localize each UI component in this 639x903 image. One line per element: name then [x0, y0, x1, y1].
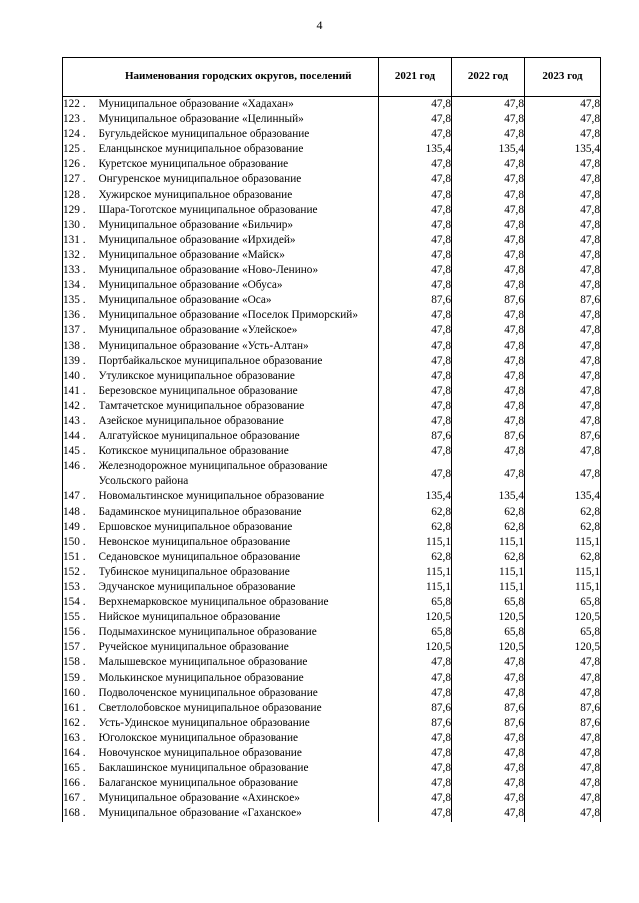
row-number: 160 . — [63, 686, 99, 701]
row-number: 135 . — [63, 293, 99, 308]
row-number: 164 . — [63, 746, 99, 761]
table-row — [63, 671, 601, 686]
value-2022: 47,8 — [452, 339, 525, 354]
row-number: 132 . — [63, 248, 99, 263]
value-2021: 47,8 — [379, 218, 452, 233]
row-number: 166 . — [63, 776, 99, 791]
row-name: Балаганское муниципальное образование — [98, 777, 299, 790]
value-2022: 115,1 — [452, 580, 525, 595]
table-row — [63, 339, 601, 354]
table-row — [63, 248, 601, 263]
table-row — [63, 399, 601, 414]
value-2022: 47,8 — [452, 218, 525, 233]
value-2021: 47,8 — [379, 263, 452, 278]
table-row — [63, 701, 601, 716]
value-2022: 120,5 — [452, 640, 525, 655]
value-2022: 47,8 — [452, 731, 525, 746]
row-name: Молькинское муниципальное образование — [98, 671, 304, 684]
value-2023: 120,5 — [525, 610, 601, 625]
value-2022: 87,6 — [452, 293, 525, 308]
row-number: 151 . — [63, 550, 99, 565]
row-number: 139 . — [63, 354, 99, 369]
value-2023: 47,8 — [525, 746, 601, 761]
value-2021: 87,6 — [379, 429, 452, 444]
value-2023: 47,8 — [525, 248, 601, 263]
table-row — [63, 459, 601, 489]
table-row — [63, 535, 601, 550]
row-name: Бугульдейское муниципальное образование — [98, 128, 310, 141]
value-2021: 65,8 — [379, 625, 452, 640]
table-row — [63, 112, 601, 127]
value-2023: 47,8 — [525, 761, 601, 776]
row-number: 143 . — [63, 414, 99, 429]
value-2023: 135,4 — [525, 142, 601, 157]
value-2022: 47,8 — [452, 157, 525, 172]
value-2023: 65,8 — [525, 625, 601, 640]
value-2021: 120,5 — [379, 610, 452, 625]
value-2021: 135,4 — [379, 489, 452, 504]
row-number: 136 . — [63, 308, 99, 323]
value-2022: 47,8 — [452, 127, 525, 142]
table-row — [63, 323, 601, 338]
value-2021: 47,8 — [379, 459, 452, 489]
value-2022: 47,8 — [452, 233, 525, 248]
value-2023: 47,8 — [525, 263, 601, 278]
row-number: 154 . — [63, 595, 99, 610]
row-name: Азейское муниципальное образование — [98, 414, 284, 427]
value-2022: 47,8 — [452, 278, 525, 293]
value-2022: 47,8 — [452, 369, 525, 384]
value-2023: 47,8 — [525, 731, 601, 746]
value-2022: 135,4 — [452, 489, 525, 504]
table-row — [63, 716, 601, 731]
row-name: Муниципальное образование «Майск» — [98, 248, 285, 261]
value-2023: 47,8 — [525, 444, 601, 459]
value-2023: 115,1 — [525, 580, 601, 595]
value-2021: 62,8 — [379, 520, 452, 535]
value-2022: 120,5 — [452, 610, 525, 625]
value-2023: 47,8 — [525, 776, 601, 791]
value-2023: 115,1 — [525, 565, 601, 580]
value-2023: 87,6 — [525, 293, 601, 308]
row-number: 144 . — [63, 429, 99, 444]
table-row — [63, 565, 601, 580]
row-name: Подымахинское муниципальное образование — [98, 626, 317, 639]
value-2021: 47,8 — [379, 746, 452, 761]
value-2021: 47,8 — [379, 671, 452, 686]
value-2022: 47,8 — [452, 354, 525, 369]
header-2021: 2021 год — [379, 58, 452, 97]
table-row — [63, 444, 601, 459]
value-2021: 87,6 — [379, 701, 452, 716]
row-number: 168 . — [63, 806, 99, 821]
value-2021: 47,8 — [379, 248, 452, 263]
value-2021: 87,6 — [379, 716, 452, 731]
value-2023: 47,8 — [525, 203, 601, 218]
row-name: Верхнемарковское муниципальное образование — [98, 596, 329, 609]
table-row — [63, 550, 601, 565]
value-2022: 47,8 — [452, 112, 525, 127]
row-name: Хужирское муниципальное образование — [98, 188, 293, 201]
value-2022: 47,8 — [452, 686, 525, 701]
value-2021: 47,8 — [379, 369, 452, 384]
header-number-cell — [63, 58, 99, 97]
table-row — [63, 263, 601, 278]
value-2021: 65,8 — [379, 595, 452, 610]
value-2022: 47,8 — [452, 323, 525, 338]
row-number: 167 . — [63, 791, 99, 806]
value-2021: 47,8 — [379, 278, 452, 293]
row-number: 128 . — [63, 188, 99, 203]
value-2022: 47,8 — [452, 248, 525, 263]
row-number: 142 . — [63, 399, 99, 414]
header-2022: 2022 год — [452, 58, 525, 97]
row-name: Бадаминское муниципальное образование — [98, 505, 302, 518]
row-name: Муниципальное образование «Обуса» — [98, 279, 283, 292]
value-2023: 47,8 — [525, 323, 601, 338]
row-name: Муниципальное образование «Усть-Алтан» — [98, 339, 309, 352]
value-2021: 47,8 — [379, 384, 452, 399]
row-name: Портбайкальское муниципальное образование — [98, 354, 323, 367]
value-2023: 87,6 — [525, 429, 601, 444]
row-number: 125 . — [63, 142, 99, 157]
value-2022: 62,8 — [452, 550, 525, 565]
value-2022: 65,8 — [452, 625, 525, 640]
header-name: Наименования городских округов, поселений — [99, 58, 379, 97]
row-name: Муниципальное образование «Ирхидей» — [98, 233, 296, 246]
value-2021: 47,8 — [379, 444, 452, 459]
table-row — [63, 776, 601, 791]
table-row — [63, 791, 601, 806]
row-number: 163 . — [63, 731, 99, 746]
page-number: 4 — [316, 18, 323, 32]
row-name: Ручейское муниципальное образование — [98, 641, 289, 654]
value-2021: 115,1 — [379, 580, 452, 595]
row-name: Муниципальное образование «Целинный» — [98, 113, 304, 126]
row-name: Алгатуйское муниципальное образование — [98, 430, 300, 443]
row-name: Муниципальное образование «Ново-Ленино» — [98, 264, 319, 277]
value-2021: 47,8 — [379, 97, 452, 113]
row-number: 148 . — [63, 505, 99, 520]
value-2021: 47,8 — [379, 308, 452, 323]
row-number: 146 . — [63, 459, 99, 489]
row-name: Муниципальное образование «Бильчир» — [98, 218, 294, 231]
row-name: Нийское муниципальное образование — [98, 611, 281, 624]
table-row — [63, 278, 601, 293]
value-2023: 47,8 — [525, 339, 601, 354]
row-number: 161 . — [63, 701, 99, 716]
table-row — [63, 142, 601, 157]
table-row — [63, 218, 601, 233]
table-row — [63, 233, 601, 248]
row-name: Усть-Удинское муниципальное образование — [98, 716, 310, 729]
table-row — [63, 293, 601, 308]
value-2022: 47,8 — [452, 399, 525, 414]
value-2023: 47,8 — [525, 112, 601, 127]
row-number: 155 . — [63, 610, 99, 625]
value-2021: 47,8 — [379, 354, 452, 369]
value-2022: 62,8 — [452, 505, 525, 520]
table-row — [63, 414, 601, 429]
row-name: Куретское муниципальное образование — [98, 158, 289, 171]
row-name: Юголокское муниципальное образование — [98, 731, 299, 744]
row-name: Онгуренское муниципальное образование — [98, 173, 302, 186]
header-2023: 2023 год — [525, 58, 601, 97]
value-2023: 47,8 — [525, 791, 601, 806]
row-name: Железнодорожное муниципальное образование Усольского района — [98, 460, 328, 488]
value-2022: 47,8 — [452, 97, 525, 113]
value-2023: 47,8 — [525, 671, 601, 686]
value-2023: 47,8 — [525, 384, 601, 399]
row-name: Шара-Тоготское муниципальное образование — [98, 203, 318, 216]
value-2023: 47,8 — [525, 308, 601, 323]
row-name: Баклашинское муниципальное образование — [98, 762, 309, 775]
value-2021: 47,8 — [379, 172, 452, 187]
row-number: 158 . — [63, 655, 99, 670]
row-name: Муниципальное образование «Ахинское» — [98, 792, 300, 805]
row-name: Невонское муниципальное образование — [98, 535, 291, 548]
value-2022: 47,8 — [452, 671, 525, 686]
value-2021: 47,8 — [379, 414, 452, 429]
row-number: 131 . — [63, 233, 99, 248]
value-2023: 47,8 — [525, 127, 601, 142]
row-number: 137 . — [63, 323, 99, 338]
row-number: 129 . — [63, 203, 99, 218]
row-number: 165 . — [63, 761, 99, 776]
table-row — [63, 731, 601, 746]
value-2023: 65,8 — [525, 595, 601, 610]
value-2021: 47,8 — [379, 127, 452, 142]
value-2022: 115,1 — [452, 535, 525, 550]
value-2022: 47,8 — [452, 746, 525, 761]
row-name: Тамтачетское муниципальное образование — [98, 399, 305, 412]
row-name: Новочунское муниципальное образование — [98, 747, 302, 760]
value-2022: 47,8 — [452, 263, 525, 278]
value-2021: 47,8 — [379, 188, 452, 203]
value-2023: 47,8 — [525, 97, 601, 113]
value-2022: 47,8 — [452, 203, 525, 218]
value-2021: 47,8 — [379, 157, 452, 172]
row-number: 126 . — [63, 157, 99, 172]
value-2022: 47,8 — [452, 188, 525, 203]
value-2023: 47,8 — [525, 414, 601, 429]
value-2021: 47,8 — [379, 776, 452, 791]
value-2023: 47,8 — [525, 278, 601, 293]
table-row — [63, 308, 601, 323]
row-number: 149 . — [63, 520, 99, 535]
row-name: Светлолобовское муниципальное образование — [98, 701, 322, 714]
value-2022: 47,8 — [452, 806, 525, 821]
value-2023: 87,6 — [525, 701, 601, 716]
value-2023: 47,8 — [525, 686, 601, 701]
value-2023: 47,8 — [525, 157, 601, 172]
value-2021: 47,8 — [379, 806, 452, 821]
row-number: 122 . — [63, 97, 99, 113]
value-2022: 47,8 — [452, 655, 525, 670]
row-number: 153 . — [63, 580, 99, 595]
value-2023: 62,8 — [525, 550, 601, 565]
table-row — [63, 127, 601, 142]
value-2023: 135,4 — [525, 489, 601, 504]
row-number: 138 . — [63, 339, 99, 354]
value-2021: 47,8 — [379, 233, 452, 248]
table-row — [63, 384, 601, 399]
row-name: Котикское муниципальное образование — [98, 445, 289, 458]
table-row — [63, 369, 601, 384]
table-row — [63, 172, 601, 187]
value-2022: 47,8 — [452, 791, 525, 806]
value-2022: 47,8 — [452, 444, 525, 459]
value-2021: 47,8 — [379, 203, 452, 218]
allocation-table — [62, 57, 601, 822]
value-2021: 62,8 — [379, 550, 452, 565]
row-number: 147 . — [63, 489, 99, 504]
value-2023: 47,8 — [525, 218, 601, 233]
value-2022: 87,6 — [452, 716, 525, 731]
table-row — [63, 806, 601, 821]
row-name: Новомальтинское муниципальное образование — [98, 490, 325, 503]
table-row — [63, 655, 601, 670]
value-2023: 47,8 — [525, 369, 601, 384]
table-row — [63, 761, 601, 776]
value-2023: 47,8 — [525, 233, 601, 248]
value-2021: 47,8 — [379, 339, 452, 354]
value-2021: 47,8 — [379, 323, 452, 338]
table-row — [63, 489, 601, 504]
value-2021: 115,1 — [379, 535, 452, 550]
table-row — [63, 188, 601, 203]
value-2021: 47,8 — [379, 399, 452, 414]
row-name: Подволоченское муниципальное образование — [98, 686, 318, 699]
value-2022: 47,8 — [452, 459, 525, 489]
table-row — [63, 520, 601, 535]
row-number: 145 . — [63, 444, 99, 459]
value-2023: 62,8 — [525, 520, 601, 535]
row-number: 150 . — [63, 535, 99, 550]
row-name: Седановское муниципальное образование — [98, 550, 301, 563]
value-2022: 47,8 — [452, 308, 525, 323]
value-2022: 47,8 — [452, 776, 525, 791]
value-2022: 65,8 — [452, 595, 525, 610]
value-2021: 115,1 — [379, 565, 452, 580]
table-row — [63, 97, 601, 113]
row-name: Ершовское муниципальное образование — [98, 520, 293, 533]
value-2022: 47,8 — [452, 761, 525, 776]
row-name: Эдучанское муниципальное образование — [98, 581, 296, 593]
value-2022: 62,8 — [452, 520, 525, 535]
table-row — [63, 686, 601, 701]
value-2022: 47,8 — [452, 384, 525, 399]
row-number: 124 . — [63, 127, 99, 142]
row-number: 152 . — [63, 565, 99, 580]
value-2021: 87,6 — [379, 293, 452, 308]
value-2023: 87,6 — [525, 716, 601, 731]
value-2021: 120,5 — [379, 640, 452, 655]
row-name: Муниципальное образование «Хадахан» — [98, 98, 294, 110]
value-2023: 47,8 — [525, 459, 601, 489]
row-number: 123 . — [63, 112, 99, 127]
table-row — [63, 746, 601, 761]
value-2021: 47,8 — [379, 112, 452, 127]
row-name: Муниципальное образование «Гаханское» — [98, 807, 302, 820]
value-2023: 47,8 — [525, 172, 601, 187]
value-2022: 115,1 — [452, 565, 525, 580]
row-number: 156 . — [63, 625, 99, 640]
row-name: Еланцынское муниципальное образование — [98, 143, 304, 156]
table-body — [63, 97, 601, 822]
value-2021: 47,8 — [379, 686, 452, 701]
row-name: Муниципальное образование «Поселок Приморский» — [98, 309, 358, 322]
row-number: 133 . — [63, 263, 99, 278]
value-2021: 47,8 — [379, 791, 452, 806]
value-2021: 62,8 — [379, 505, 452, 520]
value-2023: 47,8 — [525, 399, 601, 414]
value-2022: 47,8 — [452, 172, 525, 187]
table-header-row — [63, 58, 601, 97]
value-2022: 87,6 — [452, 701, 525, 716]
row-number: 127 . — [63, 172, 99, 187]
row-name: Муниципальное образование «Оса» — [98, 294, 272, 307]
row-number: 141 . — [63, 384, 99, 399]
row-name: Утуликское муниципальное образование — [98, 369, 295, 382]
row-name: Малышевское муниципальное образование — [98, 656, 308, 669]
row-name: Муниципальное образование «Улейское» — [98, 324, 298, 337]
row-number: 157 . — [63, 640, 99, 655]
row-name: Березовское муниципальное образование — [98, 384, 298, 397]
value-2023: 120,5 — [525, 640, 601, 655]
value-2021: 135,4 — [379, 142, 452, 157]
table-row — [63, 505, 601, 520]
row-number: 134 . — [63, 278, 99, 293]
value-2023: 47,8 — [525, 354, 601, 369]
value-2021: 47,8 — [379, 761, 452, 776]
row-number: 140 . — [63, 369, 99, 384]
table-row — [63, 595, 601, 610]
row-number: 159 . — [63, 671, 99, 686]
value-2022: 135,4 — [452, 142, 525, 157]
value-2023: 62,8 — [525, 505, 601, 520]
table-row — [63, 625, 601, 640]
row-number: 130 . — [63, 218, 99, 233]
row-number: 162 . — [63, 716, 99, 731]
value-2022: 47,8 — [452, 414, 525, 429]
value-2023: 47,8 — [525, 806, 601, 821]
value-2023: 47,8 — [525, 188, 601, 203]
value-2022: 87,6 — [452, 429, 525, 444]
value-2023: 115,1 — [525, 535, 601, 550]
value-2021: 47,8 — [379, 655, 452, 670]
table-row — [63, 429, 601, 444]
value-2023: 47,8 — [525, 655, 601, 670]
table-row — [63, 354, 601, 369]
table-row — [63, 203, 601, 218]
row-name: Тубинское муниципальное образование — [98, 565, 290, 578]
table-row — [63, 580, 601, 595]
table-row — [63, 640, 601, 655]
table-row — [63, 610, 601, 625]
table-row — [63, 157, 601, 172]
value-2021: 47,8 — [379, 731, 452, 746]
